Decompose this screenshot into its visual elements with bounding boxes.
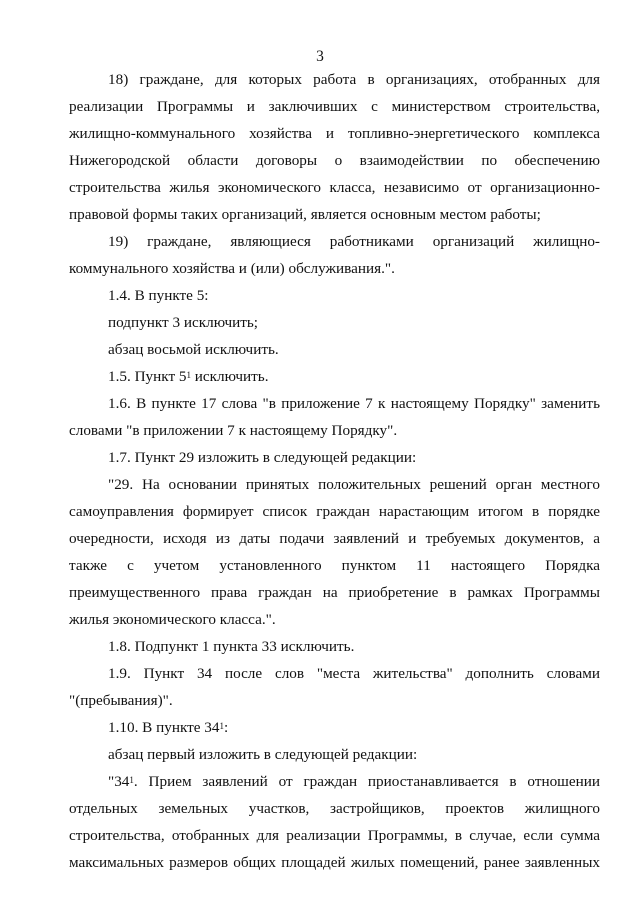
text-line: 1.7. Пункт 29 изложить в следующей редакции:	[108, 449, 417, 466]
text-line	[108, 368, 639, 386]
text-line: жилищно-коммунального хозяйства и топливно-энергетического комплекса	[69, 125, 600, 142]
text-line	[108, 719, 639, 737]
text-line: 18) граждане, для которых работа в организациях, отобранных для	[108, 71, 600, 88]
text-line: "(пребывания)".	[69, 692, 173, 709]
text-line: 1.9. Пункт 34 после слов "места жительства" дополнить словами	[108, 665, 600, 682]
text-line: правовой формы таких организаций, является основным местом работы;	[69, 206, 541, 223]
text-line: 1.6. В пункте 17 слова "в приложение 7 к настоящему Порядку" заменить	[108, 395, 600, 412]
text-line: 1.4. В пункте 5:	[108, 287, 209, 304]
text-span: . Прием заявлений от граждан приостанавливается в отношении	[133, 773, 600, 790]
text-line: подпункт 3 исключить;	[108, 314, 259, 331]
text-line: самоуправления формирует список граждан нарастающим итогом в порядке	[69, 503, 600, 520]
text-span: 1.5. Пункт 5	[108, 368, 187, 385]
text-line: жилья экономического класса.".	[69, 611, 276, 628]
text-line: преимущественного права граждан на приобретение в рамках Программы	[69, 584, 600, 601]
superscript: 1	[129, 775, 134, 785]
superscript: 1	[186, 370, 191, 380]
text-line: "29. На основании принятых положительных решений орган местного	[108, 476, 600, 493]
text-span: "34	[108, 773, 130, 790]
superscript: 1	[219, 721, 224, 731]
text-line: абзац восьмой исключить.	[108, 341, 279, 358]
text-span: исключить.	[190, 368, 269, 385]
text-line: отдельных земельных участков, застройщиков, проектов жилищного	[69, 800, 600, 817]
text-line: 19) граждане, являющиеся работниками организаций жилищно-	[108, 233, 600, 250]
text-line: 1.8. Подпункт 1 пункта 33 исключить.	[108, 638, 355, 655]
text-line: также с учетом установленного пунктом 11 настоящего Порядка	[69, 557, 600, 574]
text-line: Нижегородской области договоры о взаимодействии по обеспечению	[69, 152, 600, 169]
page-number: 3	[316, 48, 324, 65]
text-span: :	[224, 719, 229, 736]
text-line	[108, 773, 600, 791]
text-line: реализации Программы и заключивших с министерством строительства,	[69, 98, 600, 115]
text-line: строительства, отобранных для реализации Программы, в случае, если сумма	[69, 827, 600, 844]
text-span: 1.10. В пункте 34	[108, 719, 220, 736]
text-line: словами "в приложении 7 к настоящему Порядку".	[69, 422, 398, 439]
text-line: очередности, исходя из даты подачи заявлений и требуемых документов, а	[69, 530, 600, 547]
text-line: коммунального хозяйства и (или) обслуживания.".	[69, 260, 395, 277]
text-line: строительства жилья экономического класса, независимо от организационно-	[69, 179, 600, 196]
text-line: максимальных размеров общих площадей жилых помещений, ранее заявленных	[69, 854, 600, 871]
text-line: абзац первый изложить в следующей редакции:	[108, 746, 418, 763]
